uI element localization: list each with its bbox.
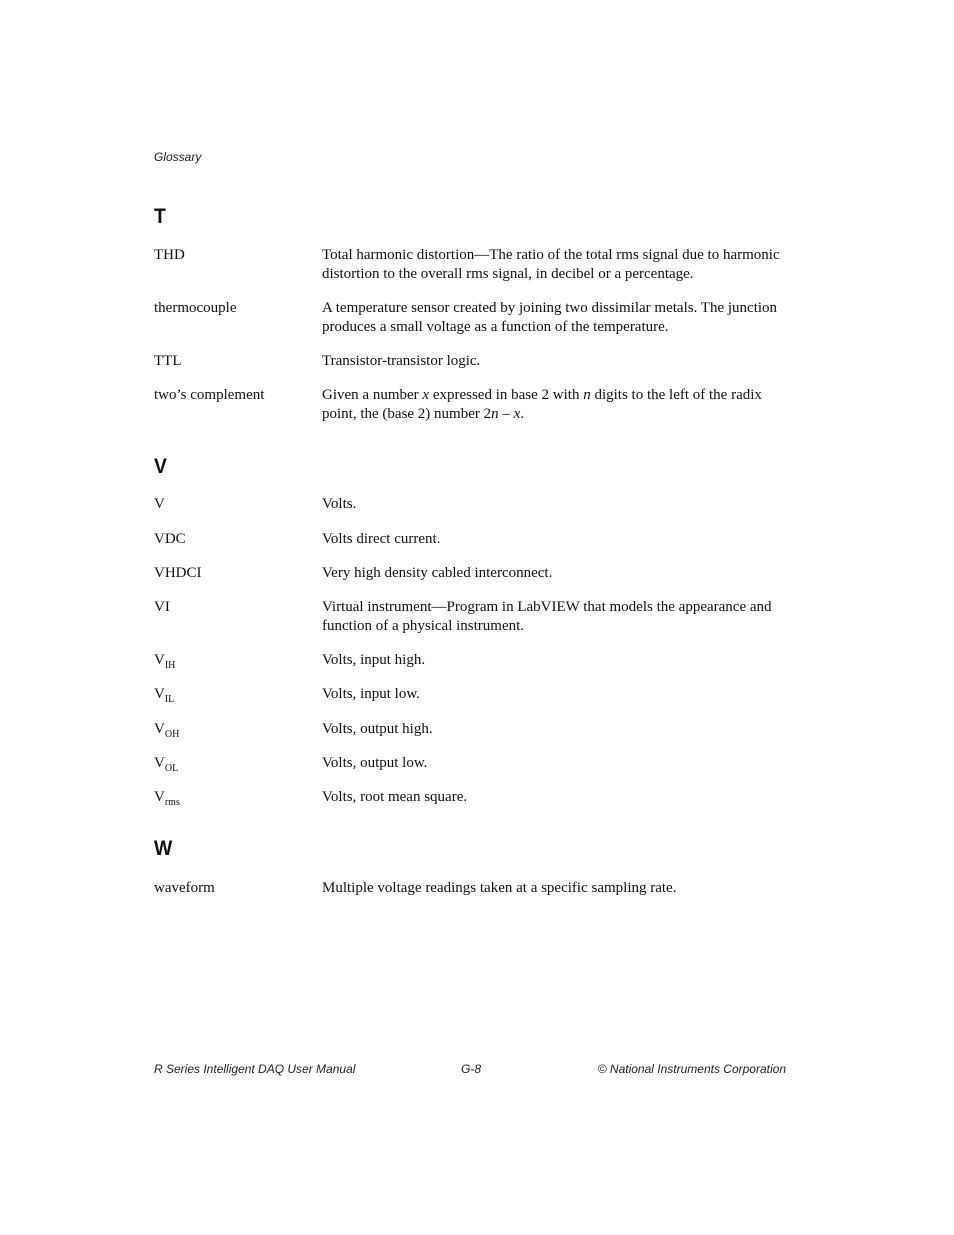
glossary-term [154, 788, 314, 807]
variable-x: x [422, 387, 430, 403]
glossary-definition: Volts, input high. [322, 652, 426, 668]
section-t [154, 205, 794, 229]
glossary-term: thermocouple [154, 300, 237, 316]
glossary-term: TTL [154, 353, 182, 369]
footer-manual-title: R Series Intelligent DAQ User Manual [154, 1062, 356, 1076]
glossary-definition: Volts, output high. [322, 721, 433, 737]
running-header: Glossary [154, 150, 202, 164]
definition-text: Given a number [322, 387, 423, 403]
glossary-term [154, 685, 314, 704]
glossary-term: VDC [154, 531, 186, 547]
section-letter: W [154, 837, 173, 860]
glossary-term: V [154, 496, 165, 512]
glossary-definition: Total harmonic distortion—The ratio of the total rms signal due to harmonic distortion to the overall rms signal, in decibel or a percentage. [322, 247, 780, 282]
term-subscript: rms [164, 797, 180, 808]
variable-x: x [513, 406, 521, 422]
glossary-term: two’s complement [154, 387, 265, 403]
term-base: V [154, 652, 165, 668]
glossary-term [154, 720, 314, 739]
glossary-definition [322, 386, 790, 424]
term-subscript: IL [164, 694, 175, 705]
glossary-term: waveform [154, 880, 215, 896]
variable-n: n [491, 406, 499, 422]
term-subscript: IH [164, 660, 176, 671]
section-letter: V [154, 455, 167, 478]
term-base: V [154, 686, 165, 702]
term-subscript: OL [164, 763, 179, 774]
term-base: V [154, 721, 165, 737]
glossary-definition: Multiple voltage readings taken at a specific sampling rate. [322, 880, 677, 896]
term-base: V [154, 755, 165, 771]
glossary-definition: Very high density cabled interconnect. [322, 565, 553, 581]
glossary-definition: Volts. [322, 496, 357, 512]
glossary-term: THD [154, 247, 185, 263]
glossary-definition: Volts direct current. [322, 531, 441, 547]
glossary-definition: Virtual instrument—Program in LabVIEW that models the appearance and function of a physical instrument. [322, 599, 772, 634]
glossary-term [154, 651, 314, 670]
footer-page-number: G-8 [461, 1062, 482, 1076]
term-base: V [154, 789, 165, 805]
glossary-term: VI [154, 599, 170, 615]
footer-copyright: © National Instruments Corporation [597, 1062, 786, 1076]
glossary-definition: Transistor-transistor logic. [322, 353, 481, 369]
glossary-definition: Volts, output low. [322, 755, 428, 771]
definition-text: – [498, 406, 514, 422]
section-letter: T [154, 205, 166, 228]
definition-text: expressed in base 2 with [429, 387, 584, 403]
section-w [154, 837, 794, 861]
glossary-term: VHDCI [154, 565, 202, 581]
glossary-definition: Volts, root mean square. [322, 789, 468, 805]
section-v [154, 455, 794, 479]
definition-text: digits to the left of the radix point, the (base 2) number 2 [322, 387, 762, 422]
glossary-definition: A temperature sensor created by joining two dissimilar metals. The junction produces a small voltage as a function of the temperature. [322, 300, 778, 335]
term-subscript: OH [164, 729, 180, 740]
definition-text: . [520, 406, 525, 422]
glossary-definition: Volts, input low. [322, 686, 420, 702]
variable-n: n [583, 387, 591, 403]
glossary-term [154, 754, 314, 773]
